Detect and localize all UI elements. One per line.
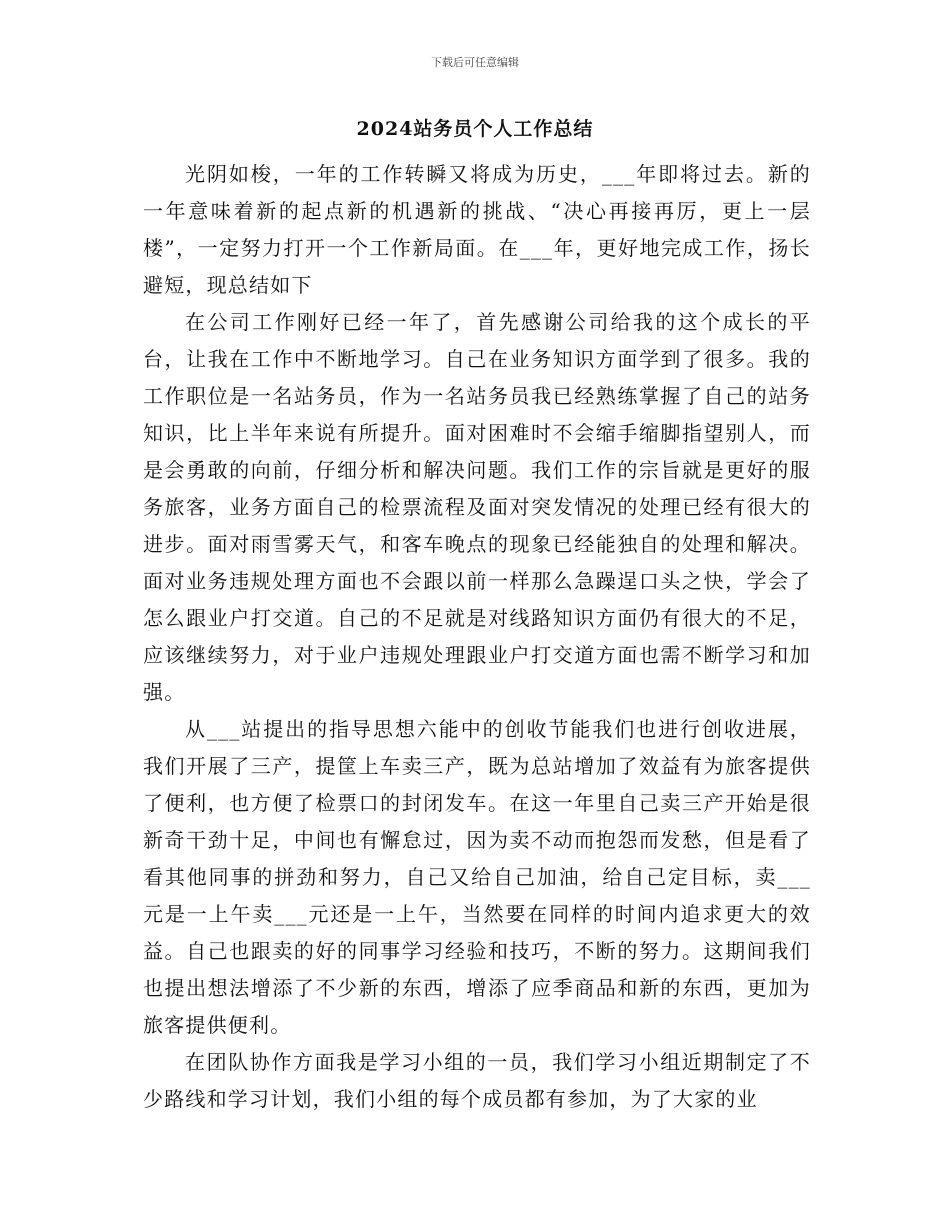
page-header-note: 下载后可任意编辑 [431, 56, 519, 69]
document-body [143, 156, 811, 1118]
paragraph-3: 从___站提出的指导思想六能中的创收节能我们也进行创收进展，我们开展了三产，提筐上车卖三产，既为总站增加了效益有为旅客提供了便利，也方便了检票口的封闭发车。在这一年里自己卖三产开始是很新奇干劲十足，中间也有懈怠过，因为卖不动而抱怨而发愁，但是看了看其他同事的拼劲和努力，自己又给自己加油，给自己定目标，卖___元是一上午卖___元还是一上午，当然要在同样的时间内追求更大的效益。自己也跟卖的好的同事学习经验和技巧，不断的努力。这期间我们也提出想法增添了不少新的东西，增添了应季商品和新的东西，更加为旅客提供便利。 [143, 717, 811, 1037]
paragraph-2: 在公司工作刚好已经一年了，首先感谢公司给我的这个成长的平台，让我在工作中不断地学习。自己在业务知识方面学到了很多。我的工作职位是一名站务员，作为一名站务员我已经熟练掌握了自己的站务知识，比上半年来说有所提升。面对困难时不会缩手缩脚指望别人，而是会勇敢的向前，仔细分析和解决问题。我们工作的宗旨就是更好的服务旅客，业务方面自己的检票流程及面对突发情况的处理已经有很大的进步。面对雨雪雾天气，和客车晚点的现象已经能独自的处理和解决。面对业务违规处理方面也不会跟以前一样那么急躁逞口头之快，学会了怎么跟业户打交道。自己的不足就是对线路知识方面仍有很大的不足，应该继续努力，对于业户违规处理跟业户打交道方面也需不断学习和加强。 [143, 310, 811, 704]
document-title: 2024站务员个人工作总结 [356, 118, 594, 140]
paragraph-4: 在团队协作方面我是学习小组的一员，我们学习小组近期制定了不少路线和学习计划，我们小组的每个成员都有参加，为了大家的业 [143, 1050, 811, 1111]
paragraph-1: 光阴如梭，一年的工作转瞬又将成为历史，___年即将过去。新的一年意味着新的起点新的机遇新的挑战、“决心再接再厉，更上一层楼”，一定努力打开一个工作新局面。在___年，更好地完成工作，扬长避短，现总结如下 [143, 162, 811, 297]
